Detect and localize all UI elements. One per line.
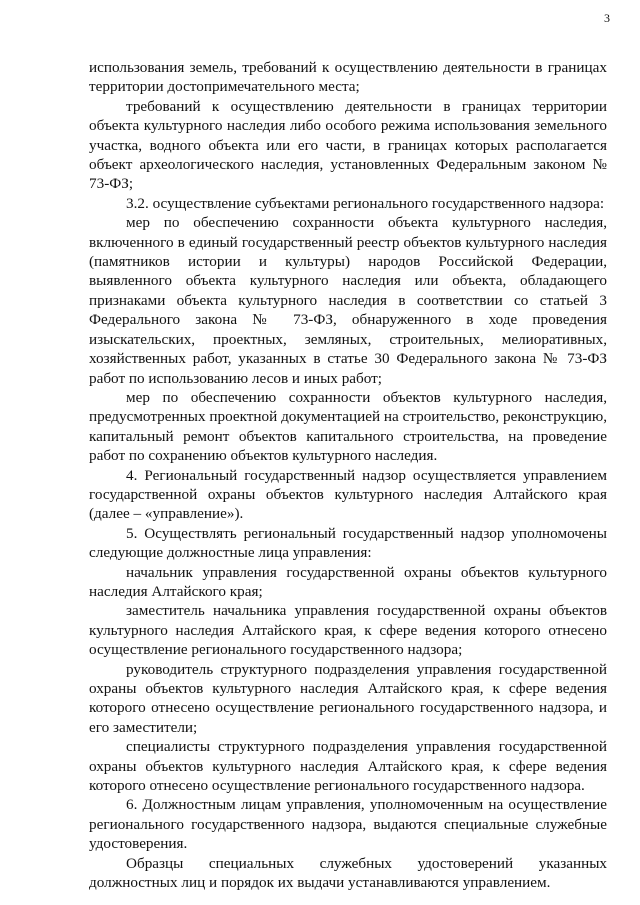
paragraph-5: 5. Осуществлять региональный государственный надзор уполномочены следующие должностные лица управления:: [89, 524, 607, 562]
paragraph-continuation: использования земель, требований к осуществлению деятельности в границах территории достопримечательного места;: [89, 59, 607, 96]
paragraph-head-of-department: начальник управления государственной охраны объектов культурного наследия Алтайского края;: [89, 563, 607, 600]
paragraph-specialists: специалисты структурного подразделения управления государственной охраны объектов культурного наследия Алтайского края, к сфере ведения которого отнесено осуществление регионального государственного надзора.: [89, 738, 607, 795]
paragraph-unit-head: руководитель структурного подразделения управления государственной охраны объектов культурного наследия Алтайского края, к сфере ведения которого отнесено осуществление регионального государственного надзора, и его заместители;: [89, 660, 607, 736]
paragraph-requirements-heritage-territory: требований к осуществлению деятельности в границах территории объекта культурного наследия либо особого режима использования земельного участка, водного объекта или его части, в границах которых располагается объект археологического наследия, установленных Федеральным законом № 73-ФЗ;: [89, 97, 607, 193]
paragraph-6: 6. Должностным лицам управления, уполномоченным на осуществление регионального государственного надзора, выдаются специальные служебные удостоверения.: [89, 796, 607, 853]
paragraph-3-2: 3.2. осуществление субъектами регионального государственного надзора:: [126, 194, 605, 212]
paragraph-deputy-head: заместитель начальника управления государственной охраны объектов культурного наследия Алтайского края, к сфере ведения которого отнесено осуществление регионального государственного надзора;: [89, 602, 607, 659]
page-number: 3: [604, 11, 610, 25]
paragraph-4: 4. Региональный государственный надзор осуществляется управлением государственной охраны объектов культурного наследия Алтайского края (далее – «управление»).: [89, 466, 607, 523]
paragraph-preservation-measures: мер по обеспечению сохранности объекта культурного наследия, включенного в единый государственный реестр объектов культурного наследия (памятников истории и культуры) народов Российской Федерации, выявленного объекта культурного наследия или объекта, обладающего признаками объекта культурного наследия в соответствии со статьей 3 Федерального закона № 73-ФЗ, обнаруженного в ходе проведения изыскательских, проектных, земляных, строительных, мелиоративных, хозяйственных работ, указанных в статье 30 Федерального закона № 73-ФЗ работ по использованию лесов и иных работ;: [89, 214, 607, 387]
document-body: [89, 58, 607, 892]
paragraph-project-documentation: мер по обеспечению сохранности объектов культурного наследия, предусмотренных проектной документацией на строительство, реконструкцию, капитальный ремонт объектов капитального строительства, на проведение работ по сохранению объектов культурного наследия.: [89, 388, 607, 465]
paragraph-certificate-samples: Образцы специальных служебных удостоверений указанных должностных лиц и порядок их выдачи устанавливаются управлением.: [89, 854, 607, 892]
